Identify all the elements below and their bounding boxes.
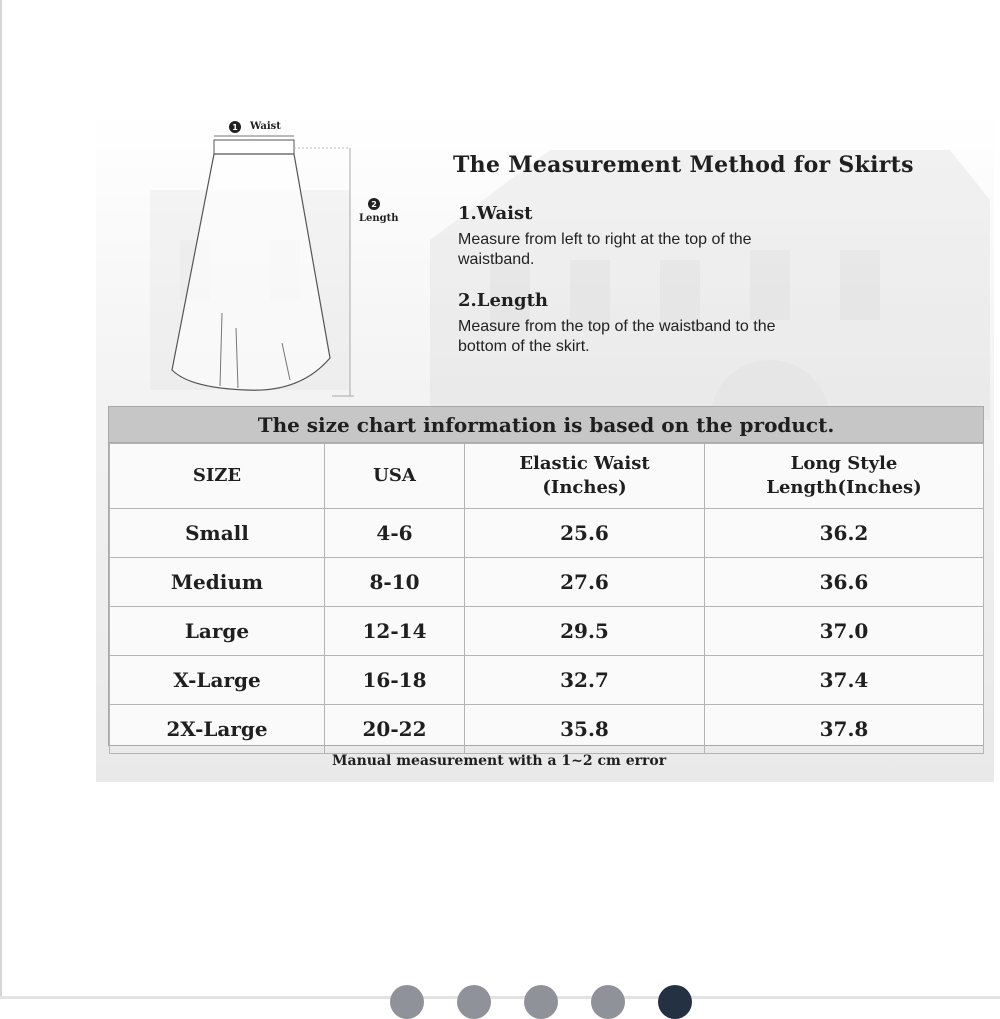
carousel-dot-1[interactable]	[390, 985, 424, 1019]
size-table-container	[108, 406, 984, 746]
cell-usa: 20-22	[325, 705, 465, 754]
cell-size: Medium	[110, 558, 325, 607]
carousel-dot-4[interactable]	[591, 985, 625, 1019]
carousel-indicators	[390, 985, 692, 1019]
cell-length: 36.2	[705, 509, 984, 558]
cell-length: 36.6	[705, 558, 984, 607]
header-usa: USA	[325, 444, 465, 509]
header-elastic-waist: Elastic Waist (Inches)	[465, 444, 705, 509]
measurement-footnote: Manual measurement with a 1~2 cm error	[332, 753, 667, 769]
left-border	[0, 0, 2, 999]
cell-waist: 32.7	[465, 656, 705, 705]
cell-usa: 12-14	[325, 607, 465, 656]
table-row	[110, 607, 984, 656]
skirt-diagram	[150, 118, 410, 403]
header-size: SIZE	[110, 444, 325, 509]
header-long-style-length: Long Style Length(Inches)	[705, 444, 984, 509]
cell-size: X-Large	[110, 656, 325, 705]
table-row	[110, 558, 984, 607]
size-table	[109, 443, 984, 754]
step-waist-description: Measure from left to right at the top of the waistband.	[458, 231, 752, 268]
method-title: The Measurement Method for Skirts	[453, 152, 914, 178]
table-caption: The size chart information is based on the product.	[109, 407, 983, 443]
cell-waist: 25.6	[465, 509, 705, 558]
cell-size: Large	[110, 607, 325, 656]
carousel-dot-3[interactable]	[524, 985, 558, 1019]
carousel-dot-5-active[interactable]	[658, 985, 692, 1019]
cell-usa: 4-6	[325, 509, 465, 558]
cell-waist: 29.5	[465, 607, 705, 656]
waist-label: Waist	[250, 121, 281, 132]
cell-length: 37.4	[705, 656, 984, 705]
length-marker: 2	[371, 200, 377, 209]
waist-marker: 1	[232, 123, 238, 132]
length-label: Length	[359, 213, 399, 224]
cell-length: 37.8	[705, 705, 984, 754]
table-row	[110, 509, 984, 558]
cell-size: Small	[110, 509, 325, 558]
table-header-row	[110, 444, 984, 509]
cell-waist: 35.8	[465, 705, 705, 754]
cell-size: 2X-Large	[110, 705, 325, 754]
carousel-dot-2[interactable]	[457, 985, 491, 1019]
step-length-title: 2.Length	[458, 290, 548, 311]
step-length-description: Measure from the top of the waistband to the bottom of the skirt.	[458, 318, 776, 355]
cell-usa: 8-10	[325, 558, 465, 607]
table-row	[110, 656, 984, 705]
step-waist-title: 1.Waist	[458, 203, 533, 224]
cell-usa: 16-18	[325, 656, 465, 705]
cell-length: 37.0	[705, 607, 984, 656]
cell-waist: 27.6	[465, 558, 705, 607]
table-row	[110, 705, 984, 754]
